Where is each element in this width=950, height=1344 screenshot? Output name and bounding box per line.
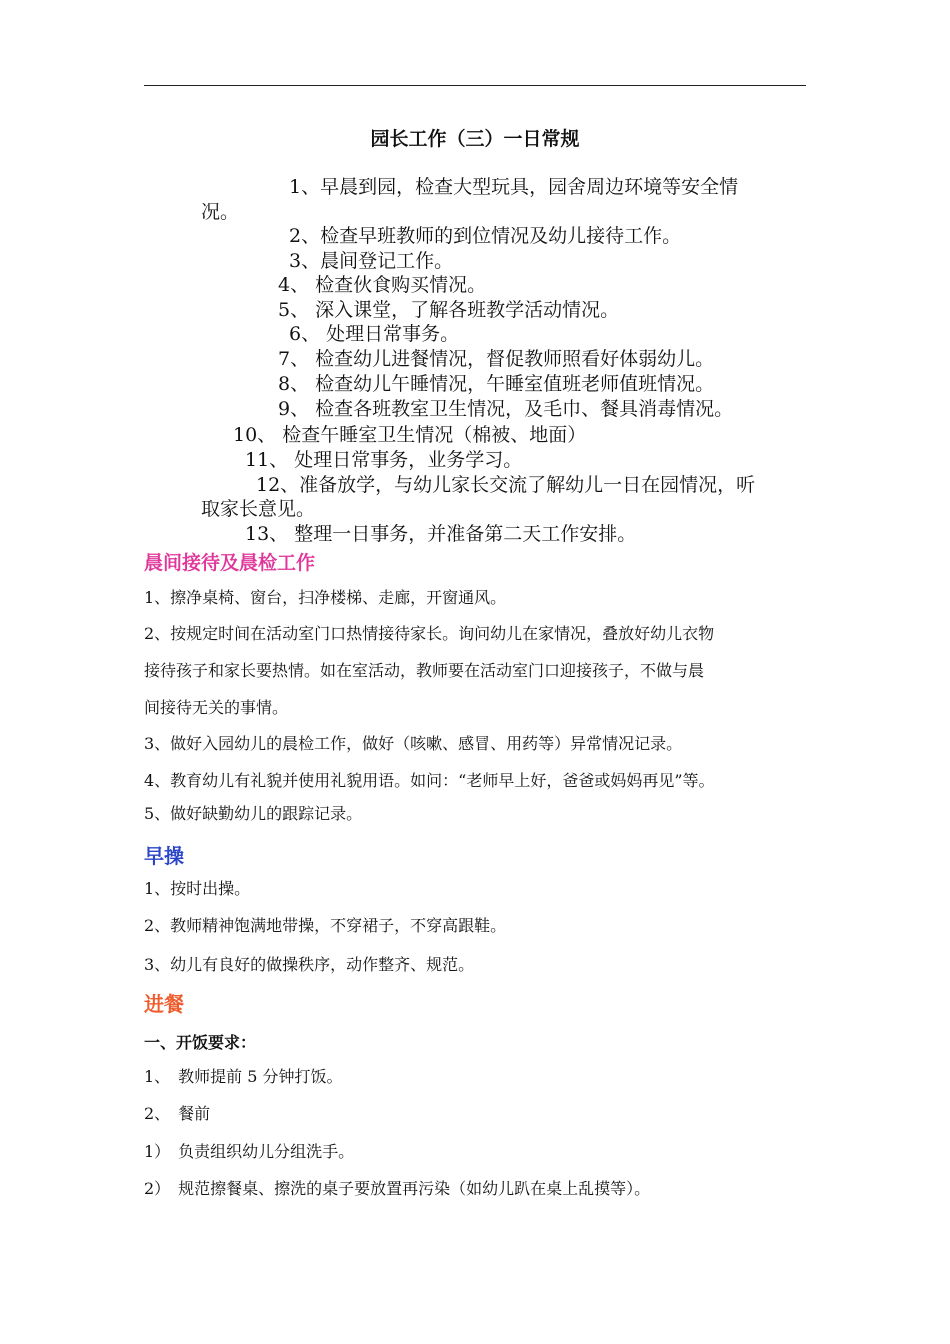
routine-item-1-cont: 况。: [201, 201, 240, 223]
reception-item-2: 2、按规定时间在活动室门口热情接待家长。询问幼儿在家情况，叠放好幼儿衣物: [144, 624, 715, 643]
reception-item-2-cont: 接待孩子和家长要热情。如在室活动，教师要在活动室门口迎接孩子，不做与晨: [144, 661, 705, 680]
routine-item-3: 3、晨间登记工作。: [289, 250, 454, 272]
section-heading-meals: 进餐: [144, 992, 184, 1016]
reception-item-3: 3、做好入园幼儿的晨检工作，做好（咳嗽、感冒、用药等）异常情况记录。: [144, 734, 683, 753]
routine-item-2: 2、检查早班教师的到位情况及幼儿接待工作。: [289, 225, 682, 247]
routine-item-7: 7、 检查幼儿进餐情况，督促教师照看好体弱幼儿。: [278, 348, 715, 370]
meals-item-1: 1、 教师提前 5 分钟打饭。: [144, 1067, 343, 1086]
routine-item-12: 12、准备放学，与幼儿家长交流了解幼儿一日在园情况，听: [256, 474, 756, 496]
routine-item-1: 1、早晨到园，检查大型玩具，园舍周边环境等安全情: [289, 176, 739, 198]
meals-item-2: 2、 餐前: [144, 1104, 211, 1123]
routine-item-10: 10、 检查午睡室卫生情况（棉被、地面）: [233, 424, 587, 446]
exercise-item-2: 2、教师精神饱满地带操，不穿裙子，不穿高跟鞋。: [144, 916, 507, 935]
exercise-item-3: 3、幼儿有良好的做操秩序，动作整齐、规范。: [144, 955, 475, 974]
header-rule: [144, 85, 806, 86]
meals-item-2-2: 2） 规范擦餐桌、擦洗的桌子要放置再污染（如幼儿趴在桌上乱摸等）。: [144, 1179, 651, 1198]
routine-item-13: 13、 整理一日事务，并准备第二天工作安排。: [245, 523, 637, 545]
reception-item-2-cont2: 间接待无关的事情。: [144, 698, 289, 717]
routine-item-11: 11、 处理日常事务，业务学习。: [245, 449, 523, 471]
meals-subheading: 一、开饭要求：: [144, 1033, 257, 1052]
document-title: 园长工作（三）一日常规: [370, 128, 580, 150]
section-heading-morning-exercise: 早操: [144, 844, 184, 868]
reception-item-4: 4、教育幼儿有礼貌并使用礼貌用语。如问：“老师早上好，爸爸或妈妈再见”等。: [144, 771, 715, 790]
section-heading-morning-reception: 晨间接待及晨检工作: [144, 552, 316, 574]
routine-item-8: 8、 检查幼儿午睡情况，午睡室值班老师值班情况。: [278, 373, 715, 395]
reception-item-1: 1、擦净桌椅、窗台，扫净楼梯、走廊，开窗通风。: [144, 588, 507, 607]
reception-item-5: 5、做好缺勤幼儿的跟踪记录。: [144, 804, 363, 823]
exercise-item-1: 1、按时出操。: [144, 879, 251, 898]
routine-item-5: 5、 深入课堂，了解各班教学活动情况。: [278, 299, 620, 321]
routine-item-9: 9、 检查各班教室卫生情况，及毛巾、餐具消毒情况。: [278, 398, 734, 420]
routine-item-4: 4、 检查伙食购买情况。: [278, 274, 487, 296]
meals-item-2-1: 1） 负责组织幼儿分组洗手。: [144, 1142, 355, 1161]
routine-item-6: 6、 处理日常事务。: [289, 323, 460, 345]
routine-item-12-cont: 取家长意见。: [201, 498, 316, 520]
